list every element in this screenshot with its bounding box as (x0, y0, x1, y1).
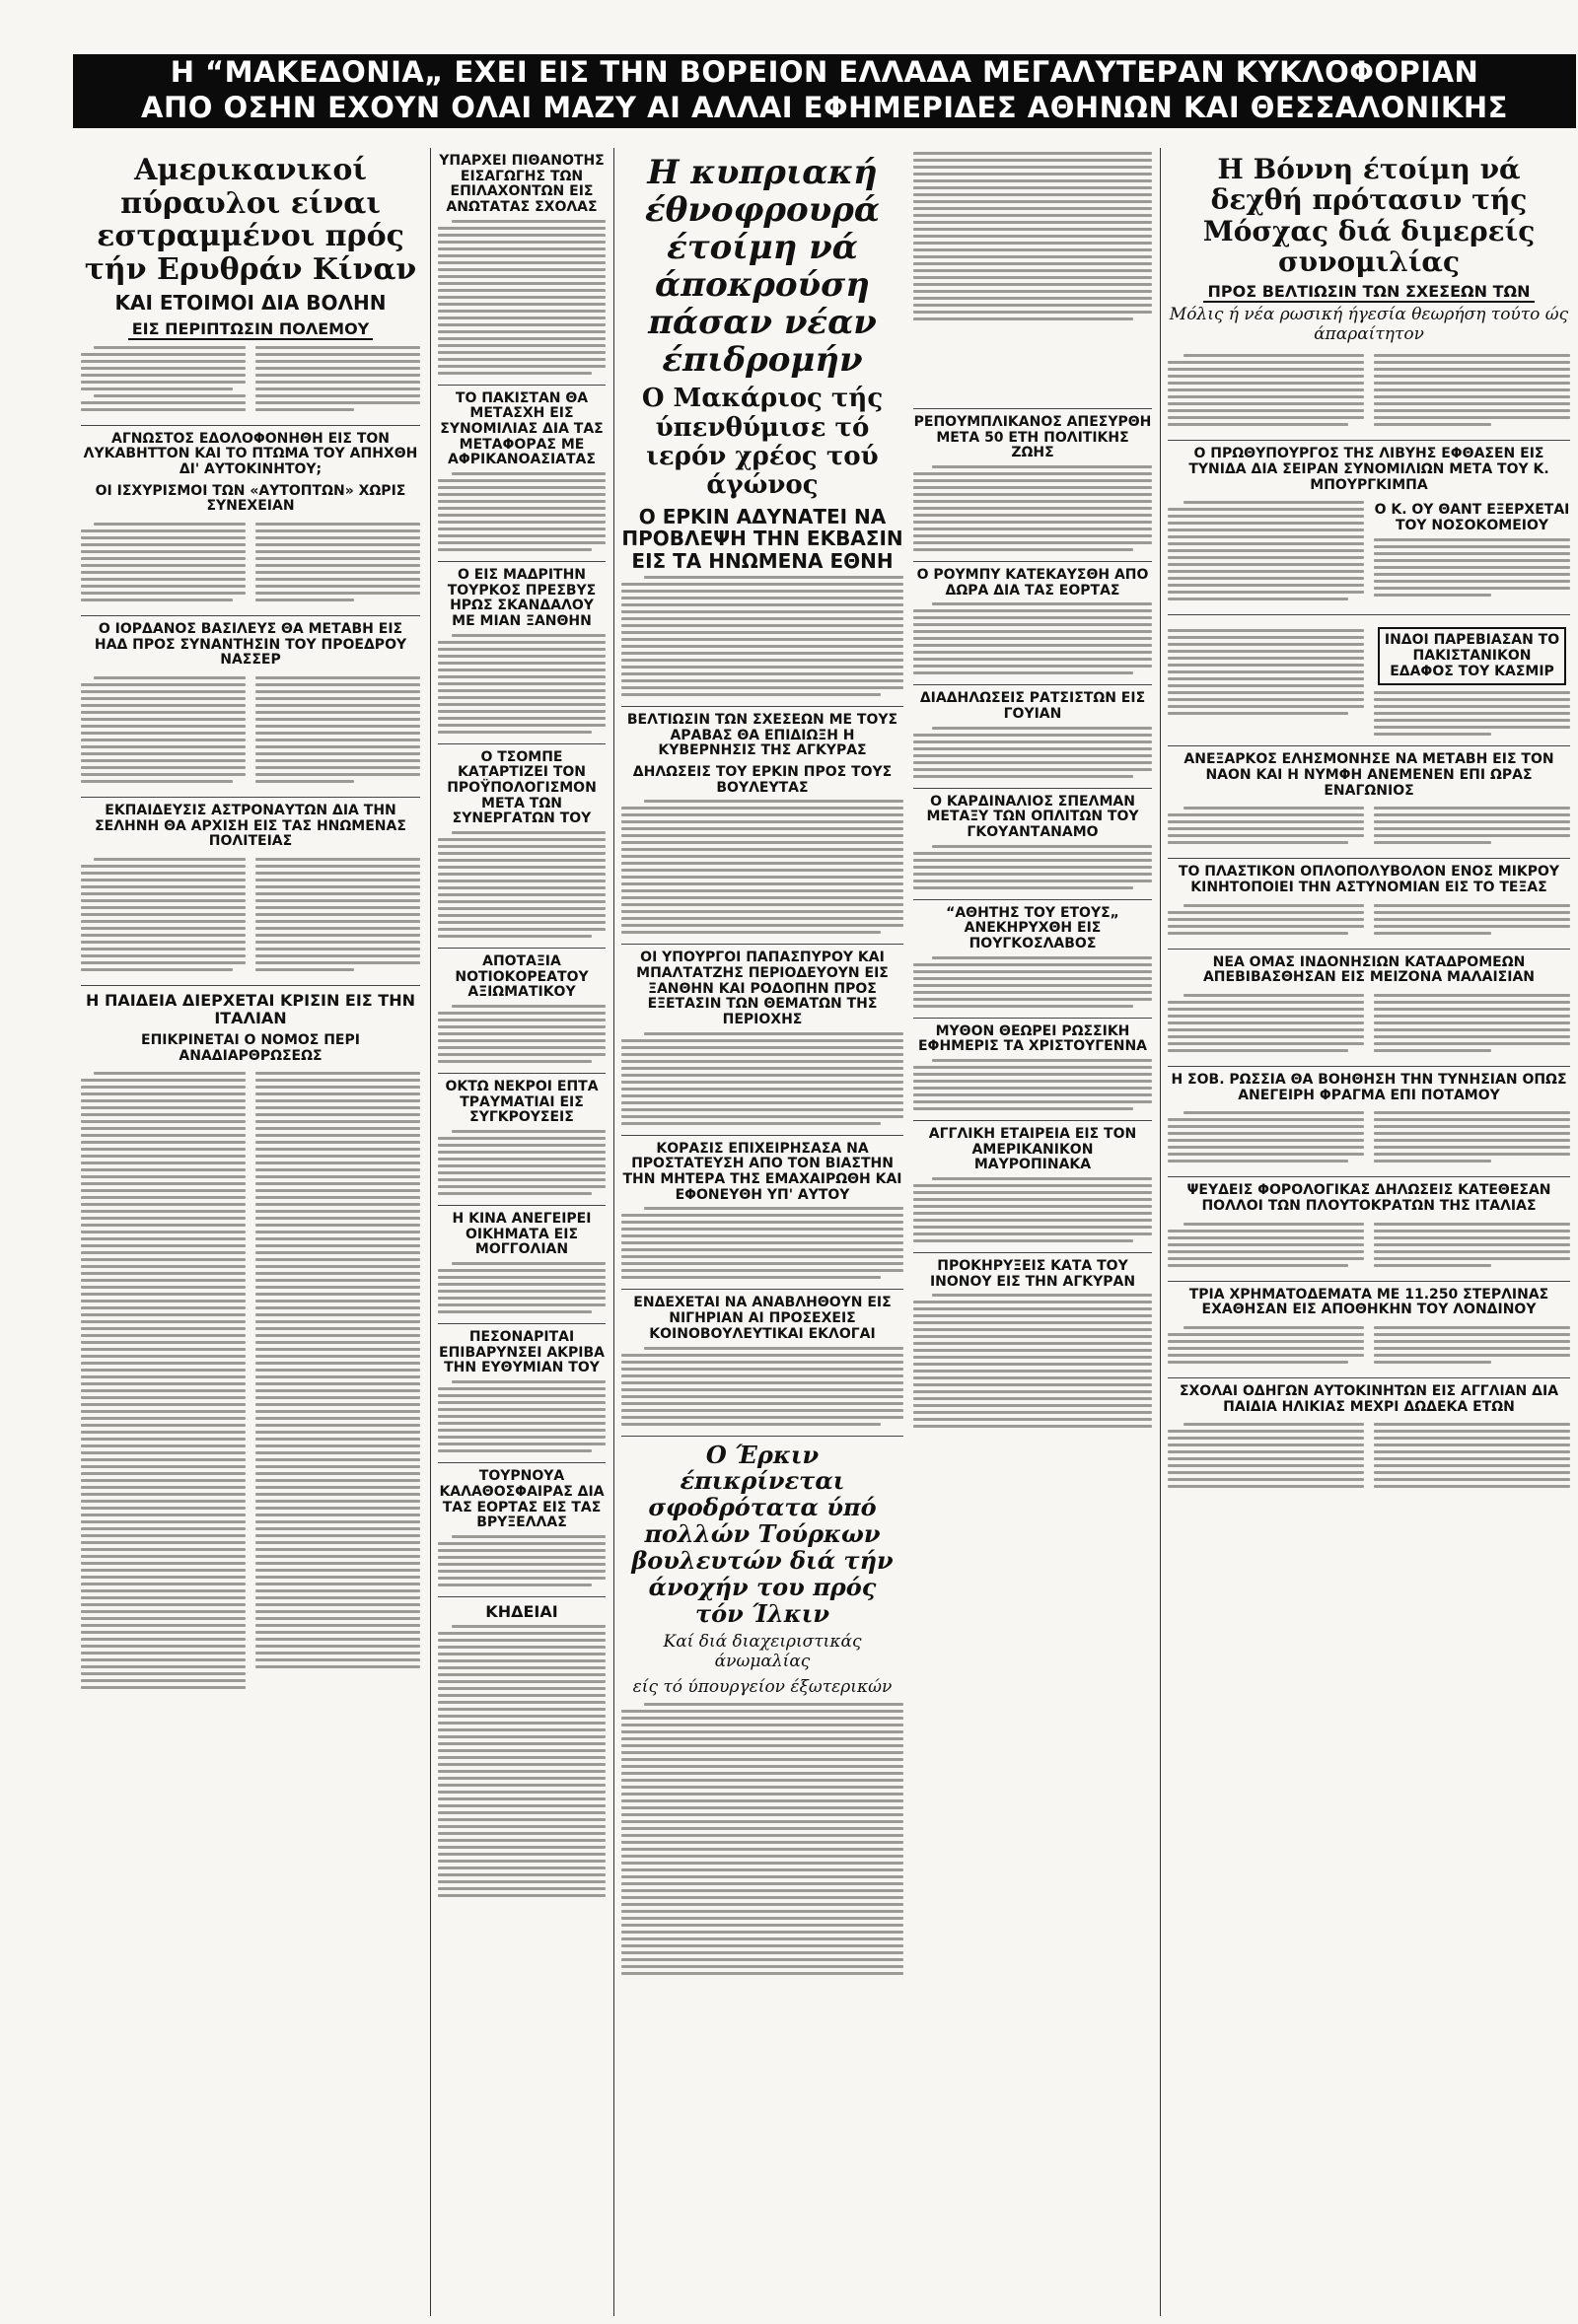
article-headline: Ο ΠΡΩΘΥΠΟΥΡΓΟΣ ΤΗΣ ΛΙΒΥΗΣ ΕΦΘΑΣΕΝ ΕΙΣ ΤΥΝΙΔΑ ΔΙΑ ΣΕΙΡΑΝ ΣΥΝΟΜΙΛΙΩΝ ΜΕΤΑ ΤΟΥ Κ. ΜΠΟΥΡΓΚΙΜΠΑ (1188, 446, 1549, 493)
article-subheadline: Ο Μακάριος τής ύπενθύμισε τό ιερόν χρέος τού άγώνος (641, 384, 884, 500)
article-body (1168, 1322, 1570, 1368)
column-4 (913, 148, 1152, 2316)
article-headline: ΚΗΔΕΙΑΙ (485, 1601, 558, 1621)
article-subheadline: είς τό ύπουργείον έξωτερικών (632, 1676, 893, 1697)
column-5 (1168, 148, 1570, 2316)
article-body (621, 1347, 903, 1426)
column-3 (621, 148, 903, 2316)
article-body (438, 1262, 606, 1313)
article-body (913, 727, 1152, 778)
article-subheadline: ΟΙ ΙΣΧΥΡΙΣΜΟΙ ΤΩΝ «ΑΥΤΟΠΤΩΝ» ΧΩΡΙΣ ΣΥΝΕΧΕΙΑΝ (95, 482, 406, 515)
article-body (913, 1294, 1152, 1428)
article-body (621, 1207, 903, 1279)
article-headline: ΚΟΡΑΣΙΣ ΕΠΙΧΕΙΡΗΣΑΣΑ ΝΑ ΠΡΟΣΤΑΤΕΥΣΗ ΑΠΟ ΤΟΝ ΒΙΑΣΤΗΝ ΤΗΝ ΜΗΤΕΡΑ ΤΗΣ ΕΜΑΧΑΙΡΩΘΗ ΚΑΙ ΕΦΟΝΕΥΘΗ ΥΠ' ΑΥΤΟΥ (622, 1140, 902, 1203)
article-subheadline: ΕΙΣ ΠΕΡΙΠΤΩΣΙΝ ΠΟΛΕΜΟΥ (81, 320, 420, 338)
article-headline: Η Βόννη έτοίμη νά δεχθή πρότασιν τής Μόσχας διά διμερείς συνομιλίας (1202, 153, 1536, 279)
article-body (1168, 990, 1570, 1056)
article-headline: Η ΣΟΒ. ΡΩΣΣΙΑ ΘΑ ΒΟΗΘΗΣΗ ΤΗΝ ΤΥΝΗΣΙΑΝ ΟΠΩΣ ΑΝΕΓΕΙΡΗ ΦΡΑΓΜΑ ΕΠΙ ΠΟΤΑΜΟΥ (1171, 1072, 1567, 1103)
article-headline: ΨΕΥΔΕΙΣ ΦΟΡΟΛΟΓΙΚΑΣ ΔΗΛΩΣΕΙΣ ΚΑΤΕΘΕΣΑΝ ΠΟΛΛΟΙ ΤΩΝ ΠΛΟΥΤΟΚΡΑΤΩΝ ΤΗΣ ΙΤΑΛΙΑΣ (1186, 1182, 1551, 1215)
article-headline: ΝΕΑ ΟΜΑΣ ΙΝΔΟΝΗΣΙΩΝ ΚΑΤΑΔΡΟΜΕΩΝ ΑΠΕΒΙΒΑΣΘΗΣΑΝ ΕΙΣ ΜΕΙΖΟΝΑ ΜΑΛΑΙΣΙΑΝ (1202, 953, 1536, 986)
article-body (913, 602, 1152, 674)
article-body (438, 1380, 606, 1452)
article-body (913, 465, 1152, 551)
article-headline: ΑΓΝΩΣΤΟΣ ΕΔΟΛΟΦΟΝΗΘΗ ΕΙΣ ΤΟΝ ΛΥΚΑΒΗΤΤΟΝ ΚΑΙ ΤΟ ΠΤΩΜΑ ΤΟΥ ΑΠΗΧΘΗ ΔΙ' ΑΥΤΟΚΙΝΗΤΟΥ; (83, 430, 418, 478)
article-body (913, 956, 1152, 1008)
article-body (621, 1032, 903, 1125)
column-rule (613, 148, 614, 2316)
article-body (913, 1059, 1152, 1110)
article-body (438, 1130, 606, 1195)
article-body (1168, 497, 1570, 604)
article-headline: Ο ΤΣΟΜΠΕ ΚΑΤΑΡΤΙΖΕΙ ΤΟΝ ΠΡΟΫΠΟΛΟΓΙΣΜΟΝ ΜΕΤΑ ΤΩΝ ΣΥΝΕΡΓΑΤΩΝ ΤΟΥ (447, 748, 597, 827)
article-headline: Ο ΡΟΥΜΠΥ ΚΑΤΕΚΑΥΣΘΗ ΑΠΟ ΔΩΡΑ ΔΙΑ ΤΑΣ ΕΟΡΤΑΣ (916, 567, 1149, 599)
banner-line-2: ΑΠΟ ΟΣΗΝ ΕΧΟΥΝ ΟΛΑΙ ΜΑΖΥ ΑΙ ΑΛΛΑΙ ΕΦΗΜΕΡΙΔΕΣ ΑΘΗΝΩΝ ΚΑΙ ΘΕΣΣΑΛΟΝΙΚΗΣ (141, 91, 1508, 124)
article-body (913, 845, 1152, 889)
article-headline: Ο ΚΑΡΔΙΝΑΛΙΟΣ ΣΠΕΛΜΑΝ ΜΕΤΑΞΥ ΤΩΝ ΟΠΛΙΤΩΝ ΤΟΥ ΓΚΟΥΑΝΤΑΝΑΜΟ (926, 793, 1139, 841)
article-headline: Ο ΕΡΚΙΝ ΑΔΥΝΑΤΕΙ ΝΑ ΠΡΟΒΛΕΨΗ ΤΗΝ ΕΚΒΑΣΙΝ ΕΙΣ ΤΑ ΗΝΩΜΕΝΑ ΕΘΝΗ (621, 504, 903, 573)
article-headline: “ΑΘΗΤΗΣ ΤΟΥ ΕΤΟΥΣ„ ΑΝΕΚΗΡΥΧΘΗ ΕΙΣ ΠΟΥΓΚΟΣΛΑΒΟΣ (946, 904, 1119, 952)
article-headline: ΤΡΙΑ ΧΡΗΜΑΤΟΔΕΜΑΤΑ ΜΕ 11.250 ΣΤΕΡΛΙΝΑΣ ΕΧΑΘΗΣΑΝ ΕΙΣ ΑΠΟΘΗΚΗΝ ΤΟΥ ΛΟΝΔΙΝΟΥ (1188, 1286, 1549, 1318)
article-headline: ΠΕΣΟΝΑΡΙΤΑΙ ΕΠΙΒΑΡΥΝΣΕΙ ΑΚΡΙΒΑ ΤΗΝ ΕΥΘΥΜΙΑΝ ΤΟΥ (439, 1329, 605, 1376)
article-subheadline: ΠΡΟΣ ΒΕΛΤΙΩΣΙΝ ΤΩΝ ΣΧΕΣΕΩΝ ΤΩΝ (1168, 283, 1570, 301)
banner-line-1: Η “ΜΑΚΕΔΟΝΙΑ„ ΕΧΕΙ ΕΙΣ ΤΗΝ ΒΟΡΕΙΟΝ ΕΛΛΑΔΑ ΜΕΓΑΛΥΤΕΡΑΝ ΚΥΚΛΟΦΟΡΙΑΝ (170, 55, 1479, 89)
article-body (1168, 1419, 1570, 1492)
article-body (81, 1068, 420, 1693)
article-headline: ΕΝΔΕΧΕΤΑΙ ΝΑ ΑΝΑΒΛΗΘΟΥΝ ΕΙΣ ΝΙΓΗΡΙΑΝ ΑΙ ΠΡΟΣΕΧΕΙΣ ΚΟΙΝΟΒΟΥΛΕΥΤΙΚΑΙ ΕΚΛΟΓΑΙ (633, 1295, 892, 1342)
column-1 (81, 148, 420, 2316)
article-headline: ΠΡΟΚΗΡΥΞΕΙΣ ΚΑΤΑ ΤΟΥ ΙΝΟΝΟΥ ΕΙΣ ΤΗΝ ΑΓΚΥΡΑΝ (929, 1258, 1136, 1290)
article-headline: Ο ΙΟΡΔΑΝΟΣ ΒΑΣΙΛΕΥΣ ΘΑ ΜΕΤΑΒΗ ΕΙΣ ΗΑΔ ΠΡΟΣ ΣΥΝΑΝΤΗΣΙΝ ΤΟΥ ΠΡΟΕΔΡΟΥ ΝΑΣΣΕΡ (94, 621, 407, 669)
article-headline: ΒΕΛΤΙΩΣΙΝ ΤΩΝ ΣΧΕΣΕΩΝ ΜΕ ΤΟΥΣ ΑΡΑΒΑΣ ΘΑ ΕΠΙΔΙΩΞΗ Η ΚΥΒΕΡΝΗΣΙΣ ΤΗΣ ΑΓΚΥΡΑΣ (626, 712, 898, 759)
article-body (1168, 900, 1570, 939)
article-subheadline: Καί διά διαχειριστικάς άνωμαλίας (663, 1631, 862, 1671)
article-headline: ΥΠΑΡΧΕΙ ΠΙΘΑΝΟΤΗΣ ΕΙΣΑΓΩΓΗΣ ΤΩΝ ΕΠΙΛΑΧΟΝΤΩΝ ΕΙΣ ΑΝΩΤΑΤΑΣ ΣΧΟΛΑΣ (439, 153, 605, 216)
article-body (81, 342, 420, 415)
article-subheadline: ΔΗΛΩΣΕΙΣ ΤΟΥ ΕΡΚΙΝ ΠΡΟΣ ΤΟΥΣ ΒΟΥΛΕΥΤΑΣ (632, 764, 893, 796)
article-body (438, 220, 606, 375)
article-headline: Η κυπριακή έθνοφρουρά έτοίμη νά άποκρούση πάσαν νέαν έπιδρομήν (644, 153, 881, 381)
article-headline: Η ΠΑΙΔΕΙΑ ΔΙΕΡΧΕΤΑΙ ΚΡΙΣΙΝ ΕΙΣ ΤΗΝ ΙΤΑΛΙΑΝ (86, 991, 415, 1027)
article-headline: Αμερικανικοί πύραυλοι είναι εστραμμένοι πρός τήν Ερυθράν Κίναν (84, 153, 417, 287)
column-rule (1160, 148, 1161, 2316)
article-body (1168, 1219, 1570, 1271)
article-body (81, 519, 420, 605)
article-headline: ΕΚΠΑΙΔΕΥΣΙΣ ΑΣΤΡΟΝΑΥΤΩΝ ΔΙΑ ΤΗΝ ΣΕΛΗΝΗ ΘΑ ΑΡΧΙΣΗ ΕΙΣ ΤΑΣ ΗΝΩΜΕΝΑΣ ΠΟΛΙΤΕΙΑΣ (95, 803, 406, 850)
article-body (913, 152, 1152, 398)
column-2 (438, 148, 606, 2316)
article-headline: ΡΕΠΟΥΜΠΛΙΚΑΝΟΣ ΑΠΕΣΥΡΘΗ ΜΕΤΑ 50 ΕΤΗ ΠΟΛΙΤΙΚΗΣ ΖΩΗΣ (913, 414, 1152, 461)
article-body (1168, 350, 1570, 430)
article-body (438, 1625, 606, 1897)
article-subheadline: ΕΠΙΚΡΙΝΕΤΑΙ Ο ΝΟΜΟΣ ΠΕΡΙ ΑΝΑΔΙΑΡΘΡΩΣΕΩΣ (141, 1031, 360, 1064)
article-headline: ΑΠΟΤΑΞΙΑ ΝΟΤΙΟΚΟΡΕΑΤΟΥ ΑΞΙΩΜΑΤΙΚΟΥ (455, 953, 589, 1001)
article-headline: Η ΚΙΝΑ ΑΝΕΓΕΙΡΕΙ ΟΙΚΗΜΑΤΑ ΕΙΣ ΜΟΓΓΟΛΙΑΝ (452, 1211, 592, 1258)
article-body (438, 1535, 606, 1586)
article-body (81, 672, 420, 787)
article-body (1168, 1107, 1570, 1166)
article-headline: ΣΧΟΛΑΙ ΟΔΗΓΩΝ ΑΥΤΟΚΙΝΗΤΩΝ ΕΙΣ ΑΓΓΛΙΑΝ ΔΙΑ ΠΑΙΔΙΑ ΗΛΙΚΙΑΣ ΜΕΧΡΙ ΔΩΔΕΚΑ ΕΤΩΝ (1179, 1383, 1559, 1415)
article-body (1168, 625, 1364, 730)
article-headline: ΜΥΘΟΝ ΘΕΩΡΕΙ ΡΩΣΣΙΚΗ ΕΦΗΜΕΡΙΣ ΤΑ ΧΡΙΣΤΟΥΓΕΝΝΑ (917, 1022, 1147, 1055)
article-headline: Ο ΕΙΣ ΜΑΔΡΙΤΗΝ ΤΟΥΡΚΟΣ ΠΡΕΣΒΥΣ ΗΡΩΣ ΣΚΑΝΔΑΛΟΥ ΜΕ ΜΙΑΝ ΞΑΝΘΗΝ (447, 567, 597, 630)
article-body (1168, 803, 1570, 848)
article-headline: ΑΝΕΞΑΡΚΟΣ ΕΛΗΣΜΟΝΗΣΕ ΝΑ ΜΕΤΑΒΗ ΕΙΣ ΤΟΝ ΝΑΟΝ ΚΑΙ Η ΝΥΜΦΗ ΑΝΕΜΕΝΕΝ ΕΠΙ ΩΡΑΣ ΕΝΑΓΩΝΙΟΣ (1184, 751, 1554, 799)
article-body (81, 854, 420, 975)
article-headline: ΔΙΑΔΗΛΩΣΕΙΣ ΡΑΤΣΙΣΤΩΝ ΕΙΣ ΓΟΥΙΑΝ (919, 690, 1146, 723)
article-body (438, 472, 606, 551)
article-headline: Ο Κ. ΟΥ ΘΑΝΤ ΕΞΕΡΧΕΤΑΙ ΤΟΥ ΝΟΣΟΚΟΜΕΙΟΥ (1374, 502, 1570, 534)
article-body (621, 1703, 903, 1975)
article-body (621, 576, 903, 696)
article-subheadline: Μόλις ή νέα ρωσική ήγεσία θεωρήση τούτο ώς άπαραίτητον (1169, 305, 1569, 345)
article-body (438, 1005, 606, 1063)
article-body (913, 1177, 1152, 1242)
masthead-banner (73, 54, 1576, 128)
article-subheadline: ΚΑΙ ΕΤΟΙΜΟΙ ΔΙΑ ΒΟΛΗΝ (114, 291, 387, 316)
article-headline: ΤΟ ΠΑΚΙΣΤΑΝ ΘΑ ΜΕΤΑΣΧΗ ΕΙΣ ΣΥΝΟΜΙΛΙΑΣ ΔΙΑ ΤΑΣ ΜΕΤΑΦΟΡΑΣ ΜΕ ΑΦΡΙΚΑΝΟΑΣΙΑΤΑΣ (440, 389, 604, 468)
article-headline: ΤΟΥΡΝΟΥΑ ΚΑΛΑΘΟΣΦΑΙΡΑΣ ΔΙΑ ΤΑΣ ΕΟΡΤΑΣ ΕΙΣ ΤΑΣ ΒΡΥΞΕΛΛΑΣ (439, 1468, 605, 1531)
article-headline: ΟΚΤΩ ΝΕΚΡΟΙ ΕΠΤΑ ΤΡΑΥΜΑΤΙΑΙ ΕΙΣ ΣΥΓΚΡΟΥΣΕΙΣ (445, 1079, 599, 1126)
article-headline: ΙΝΔΟΙ ΠΑΡΕΒΙΑΣΑΝ ΤΟ ΠΑΚΙΣΤΑΝΙΚΟΝ ΕΔΑΦΟΣ ΤΟΥ ΚΑΣΜΙΡ (1378, 627, 1566, 685)
article-headline: ΤΟ ΠΛΑΣΤΙΚΟΝ ΟΠΛΟΠΟΛΥΒΟΛΟΝ ΕΝΟΣ ΜΙΚΡΟΥ ΚΙΝΗΤΟΠΟΙΕΙ ΤΗΝ ΑΣΤΥΝΟΜΙΑΝ ΕΙΣ ΤΟ ΤΕΞΑΣ (1178, 864, 1560, 896)
article-body (438, 634, 606, 734)
article-headline: ΟΙ ΥΠΟΥΡΓΟΙ ΠΑΠΑΣΠΥΡΟΥ ΚΑΙ ΜΠΑΛΤΑΤΖΗΣ ΠΕΡΙΟΔΕΥΟΥΝ ΕΙΣ ΞΑΝΘΗΝ ΚΑΙ ΡΟΔΟΠΗΝ ΠΡΟΣ ΕΞΕΤΑΣΙΝ ΤΩΝ ΘΕΜΑΤΩΝ ΤΗΣ ΠΕΡΙΟΧΗΣ (636, 950, 889, 1028)
article-headline: Ο Έρκιν έπικρίνεται σφοδρότατα ύπό πολλών Τούρκων βουλευτών διά τήν άνοχήν του πρός τόν Ίλκιν (631, 1440, 894, 1628)
column-rule (430, 148, 431, 2316)
article-body (621, 800, 903, 934)
article-headline: ΑΓΓΛΙΚΗ ΕΤΑΙΡΕΙΑ ΕΙΣ ΤΟΝ ΑΜΕΡΙΚΑΝΙΚΟΝ ΜΑΥΡΟΠΙΝΑΚΑ (928, 1126, 1137, 1173)
article-body (438, 831, 606, 938)
